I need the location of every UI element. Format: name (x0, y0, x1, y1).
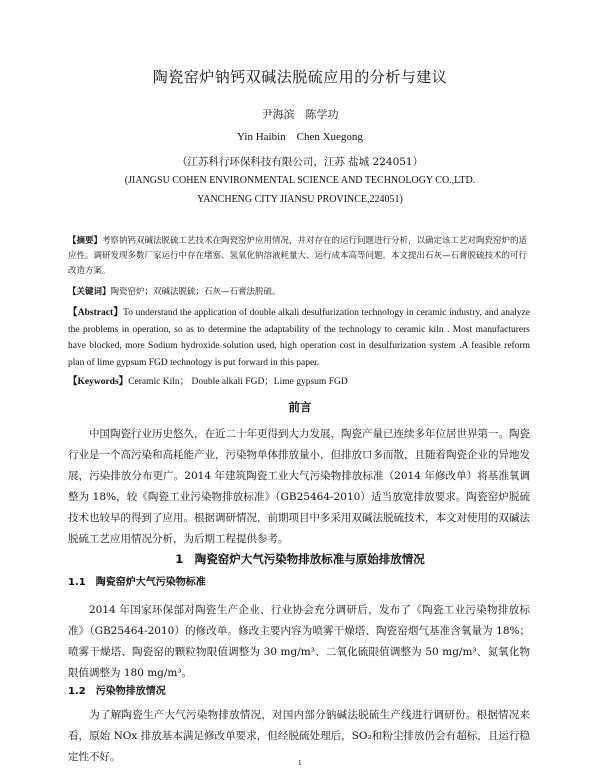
subsection-1-2-text: 为了解陶瓷生产大气污染物排放情况，对国内部分钠碱法脱硫生产线进行调研份。根据情况来看，原始 NOx 排放基本满足修改单要求，但经脱硫处理后，SO₂和粉尘排放仍会有超标，且运行稳定性不好。 (68, 709, 530, 763)
subsection-1-1-heading (68, 573, 216, 588)
abstract-chinese-text: 考察钠钙双碱法脱硫工艺技术在陶瓷窑炉应用情况，并对存在的运行问题进行分析，以确定该工艺对陶瓷窑炉的适应性。调研发现多数厂家运行中存在堵塞、氢氧化钠溶液耗量大、运行成本高等问题。本文提出石灰—石膏脱硫技术的可行改造方案。 (68, 236, 528, 276)
abstract-english (68, 305, 530, 371)
subsection-1-1-text: 2014 年国家环保部对陶瓷生产企业、行业协会充分调研后，发布了《陶瓷工业污染物排放标准》（GB25464-2010）的修改单。修改主要内容为喷雾干燥塔、陶瓷窑烟气基准含氧量为 18%；喷雾干燥塔、陶瓷窑的颗粒物限值调整为 30 mg/m³、二氧化硫限值调整为 50 mg/m³、氮氧化物限值调整为 180 mg/m³。 (68, 604, 530, 679)
keywords-chinese (68, 285, 530, 300)
subsection-1-1-number: 1.1 (68, 577, 86, 588)
subsection-1-1-title: 陶瓷窑炉大气污染物标准 (95, 577, 206, 588)
authors-english: Yin Haibin Chen Xuegong (237, 131, 363, 143)
subsection-1-2-paragraph (68, 705, 530, 768)
abstract-chinese-label: 【摘要】 (68, 236, 103, 246)
subsection-1-2-title: 污染物排放情况 (95, 686, 166, 697)
keywords-english (68, 375, 530, 390)
authors-chinese: 尹海滨 陈学功 (261, 108, 339, 121)
abstract-chinese (68, 234, 530, 279)
abstract-english-text: To understand the application of double alkali desulfurization technology in ceramic industry, and analyze the problems in operation, so as to determine the adaptability of the technology to ceramic kiln . Most manufacturers have blocked, more Sodium hydroxide solution used, high operation cost in desulfurization system .A feasible reform plan of lime gypsum FGD technology is put forward in this paper. (68, 308, 530, 368)
subsection-1-1-paragraph (68, 600, 530, 684)
keywords-english-text: Ceramic Kiln； Double alkali FGD；Lime gypsum FGD (128, 377, 348, 387)
affiliation-chinese: （江苏科行环保科技有限公司，江苏 盐城 224051） (176, 156, 424, 168)
paper-title: 陶瓷窑炉钠钙双碱法脱硫应用的分析与建议 (152, 68, 448, 86)
preface-heading: 前言 (288, 400, 312, 414)
keywords-english-label: 【Keywords】 (68, 377, 129, 387)
subsection-1-2-number: 1.2 (68, 686, 86, 697)
keywords-chinese-text: 陶瓷窑炉；双碱法脱硫；石灰—石膏法脱硫。 (110, 287, 281, 297)
abstract-english-label: 【Abstract】 (68, 308, 124, 318)
preface-paragraph (68, 424, 530, 550)
affiliation-english-line1: (JIANGSU COHEN ENVIRONMENTAL SCIENCE AND TECHNOLOGY CO.,LTD. (124, 175, 476, 186)
keywords-chinese-label: 【关键词】 (68, 287, 111, 297)
preface-text: 中国陶瓷行业历史悠久，在近二十年更得到大力发展，陶瓷产量已连续多年位居世界第一。陶瓷行业是一个高污染和高耗能产业，污染物单体排放量小，但排放口多而散，且随着陶瓷企业的异地发展，污染排放分布更广。2014 年建筑陶瓷工业大气污染物排放标准（2014 年修改单）将基准氧调整为 18%，较《陶瓷工业污染物排放标准》（GB25464-2010）适当放宽排放要求。陶瓷窑炉脱硫技术也较早的得到了应用。根据调研情况，前期项目中多采用双碱法脱硫技术，本文对使用的双碱法脱硫工艺应用情况分析，为后期工程提供参考。 (68, 428, 530, 545)
section-1-heading: 1 陶瓷窑炉大气污染物排放标准与原始排放情况 (175, 552, 425, 566)
affiliation-english-line2: YANCHENG CITY JIANSU PROVINCE,224051) (197, 194, 403, 205)
subsection-1-2-heading (68, 682, 176, 697)
page-number: 1 (298, 760, 302, 767)
